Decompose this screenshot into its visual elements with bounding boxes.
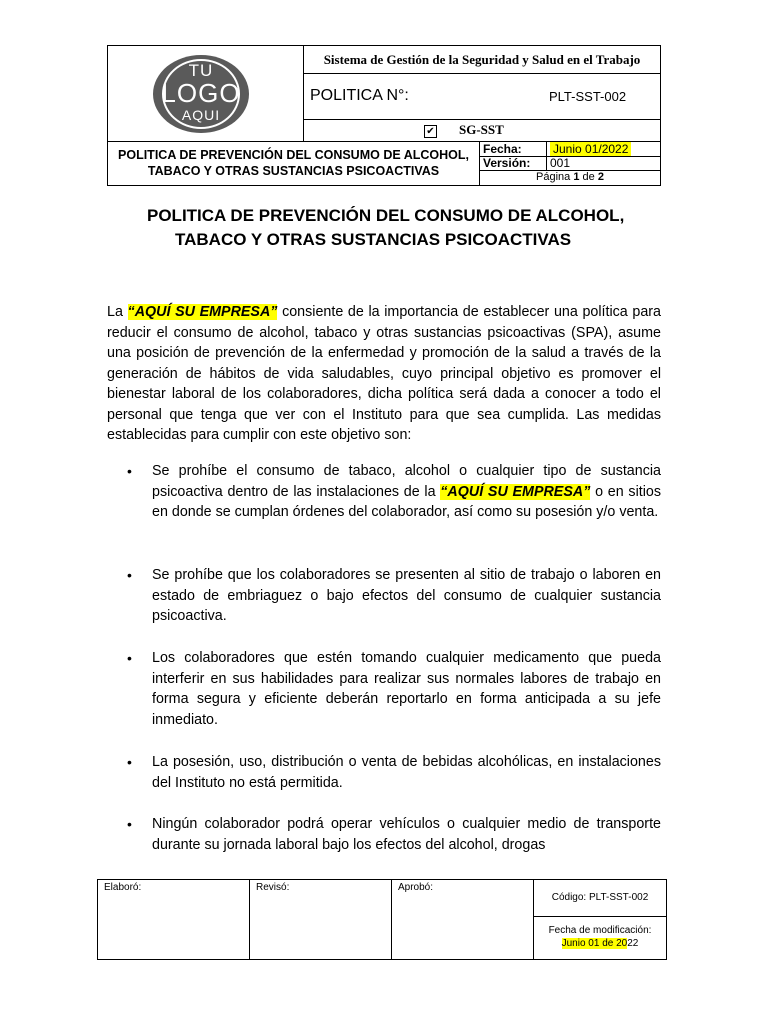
modification-date-label: Fecha de modificación: — [548, 925, 652, 936]
logo-text-3: AQUI — [181, 107, 221, 123]
sgsst-label: SG-SST — [459, 122, 504, 137]
fecha-value: Junio 01/2022 — [550, 142, 631, 156]
fecha-row — [480, 142, 660, 157]
page-indicator: Página 1 de 2 — [536, 171, 604, 183]
footer-table — [97, 879, 667, 960]
policy-number-cell — [304, 74, 660, 120]
policy-number-label: POLITICA N°: — [310, 87, 409, 104]
company-placeholder: “AQUÍ SU EMPRESA” — [127, 304, 278, 320]
elaboro-cell: Elaboró: — [98, 880, 250, 959]
list-item: • Ningún colaborador podrá operar vehículos o cualquier medio de transporte durante su jornada laboral bajo los efectos del alcohol, drogas — [152, 814, 661, 855]
header-title-line-1: POLITICA DE PREVENCIÓN DEL CONSUMO DE ALCOHOL, — [118, 148, 469, 162]
logo-cell — [108, 46, 304, 142]
document-title — [147, 204, 624, 252]
page-total: 2 — [597, 171, 604, 183]
version-row — [480, 156, 660, 171]
reviso-cell: Revisó: — [250, 880, 392, 959]
aprobo-cell: Aprobó: — [392, 880, 534, 959]
checkbox-checked-icon: ✔ — [424, 125, 437, 138]
logo-text-1: TU — [188, 61, 214, 80]
version-label: Versión: — [483, 156, 547, 170]
modification-date-value: Junio 01 de 2022 — [561, 938, 639, 949]
list-item: • Se prohíbe el consumo de tabaco, alcohol o cualquier tipo de sustancia psicoactiva dentro de las instalaciones de la “AQUÍ SU EMPRESA” o en sitios en donde se cumplan órdenes del colaborador, así como su posesión y/o venta. — [152, 461, 661, 523]
header-table — [107, 45, 661, 186]
list-item: • La posesión, uso, distribución o venta de bebidas alcohólicas, en instalaciones del Instituto no está permitida. — [152, 752, 661, 793]
intro-paragraph: La “AQUÍ SU EMPRESA” consiente de la importancia de establecer una política para reducir el consumo de alcohol, tabaco y otras sustancias psicoactivas (SPA), asume una posición de prevención de la enfermedad y promoción de la salud a través de la generación de hábitos de vida saludables, cuyo principal objetivo es promover el bienestar laboral de los colaboradores, dicha política será dada a conocer a todo el personal que tenga que ver con el Instituto para que sea cumplida. Las medidas establecidas para cumplir con este objetivo son: — [107, 304, 661, 443]
modification-date — [534, 916, 666, 959]
sgsst-cell — [304, 120, 660, 142]
page-current: 1 — [573, 171, 580, 183]
document-title-line-1: POLITICA DE PREVENCIÓN DEL CONSUMO DE ALCOHOL, — [147, 206, 625, 225]
list-item: • Se prohíbe que los colaboradores se presenten al sitio de trabajo o laboren en estado de embriaguez o bajo efectos del consumo de cualquier sustancia psicoactiva. — [152, 565, 661, 627]
company-logo — [153, 55, 249, 133]
list-item: • Los colaboradores que estén tomando cualquier medicamento que pueda interferir en sus habilidades para realizar sus normales labores de trabajo en forma segura y eficiente deberán reportarlo en forma anticipada a su jefe inmediato. — [152, 648, 661, 730]
document-title-line-2: TABACO Y OTRAS SUSTANCIAS PSICOACTIVAS — [175, 230, 572, 249]
fecha-label: Fecha: — [483, 142, 547, 156]
logo-text-2: LOGO — [161, 78, 241, 108]
footer-code: Código: PLT-SST-002 — [534, 880, 666, 917]
company-placeholder: “AQUÍ SU EMPRESA” — [440, 483, 591, 500]
system-name: Sistema de Gestión de la Seguridad y Salud en el Trabajo — [304, 46, 660, 74]
header-policy-title — [108, 142, 480, 185]
version-value: 001 — [550, 156, 571, 170]
header-title-line-2: TABACO Y OTRAS SUSTANCIAS PSICOACTIVAS — [147, 164, 440, 178]
policy-code: PLT-SST-002 — [549, 89, 627, 104]
